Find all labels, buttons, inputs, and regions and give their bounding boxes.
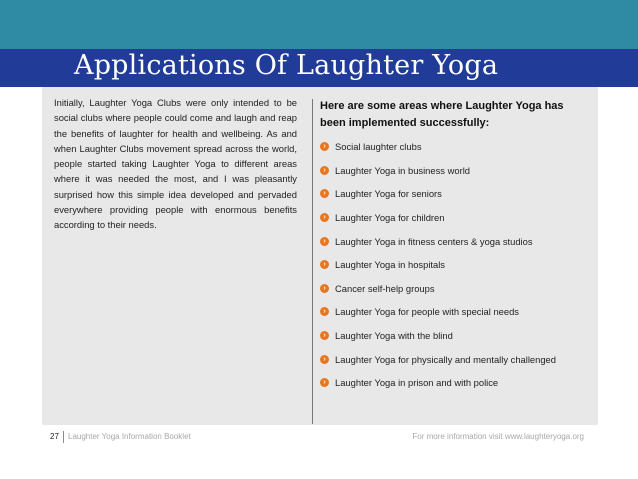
list-item [320, 182, 590, 206]
list-item [320, 324, 590, 348]
list-item [320, 229, 590, 253]
footer-divider [63, 431, 64, 443]
page-footer [42, 431, 598, 445]
chevron-right-icon: › [320, 284, 329, 293]
chevron-right-icon: › [320, 378, 329, 387]
chevron-right-icon: › [320, 237, 329, 246]
list-item [320, 159, 590, 183]
top-banner [0, 0, 638, 49]
applications-heading: Here are some areas where Laughter Yoga has been implemented successfully: [320, 100, 564, 129]
chevron-right-icon: › [320, 213, 329, 222]
list-item [320, 300, 590, 324]
chevron-right-icon: › [320, 166, 329, 175]
list-item-label: Laughter Yoga in business world [335, 164, 470, 176]
page-number: 27 [50, 432, 59, 441]
applications-list [320, 135, 590, 395]
list-item-label: Laughter Yoga in fitness centers & yoga studios [335, 235, 533, 247]
list-item-label: Social laughter clubs [335, 141, 422, 153]
applications-section [320, 98, 590, 395]
chevron-right-icon: › [320, 355, 329, 364]
chevron-right-icon: › [320, 142, 329, 151]
list-item [320, 277, 590, 301]
list-item-label: Laughter Yoga in hospitals [335, 259, 445, 271]
booklet-title: Laughter Yoga Information Booklet [68, 432, 191, 441]
list-item [320, 253, 590, 277]
list-item [320, 206, 590, 230]
column-divider [312, 99, 313, 424]
list-item-label: Cancer self-help groups [335, 282, 435, 294]
list-item [320, 135, 590, 159]
chevron-right-icon: › [320, 189, 329, 198]
list-item-label: Laughter Yoga with the blind [335, 330, 453, 342]
list-item-label: Laughter Yoga in prison and with police [335, 377, 499, 389]
intro-paragraph: Initially, Laughter Yoga Clubs were only intended to be social clubs where people could come and laugh and reap the benefits of laughter for health and wellbeing. As and when Laughter Clubs movement spread across the world, people started taking Laughter Yoga to different areas where it was needed the most, and I was pleasantly surprised how this simple idea developed and pervaded everywhere providing people with enormous benefits according to their needs. [54, 97, 297, 231]
list-item [320, 347, 590, 371]
chevron-right-icon: › [320, 307, 329, 316]
list-item-label: Laughter Yoga for people with special needs [335, 306, 519, 318]
list-item-label: Laughter Yoga for children [335, 212, 445, 224]
chevron-right-icon: › [320, 331, 329, 340]
list-item-label: Laughter Yoga for seniors [335, 188, 442, 200]
chevron-right-icon: › [320, 260, 329, 269]
list-item-label: Laughter Yoga for physically and mentally challenged [335, 353, 556, 365]
page-title: Applications Of Laughter Yoga [74, 50, 499, 81]
more-info-text: For more information visit www.laughteryoga.org [412, 432, 584, 441]
list-item [320, 371, 590, 395]
